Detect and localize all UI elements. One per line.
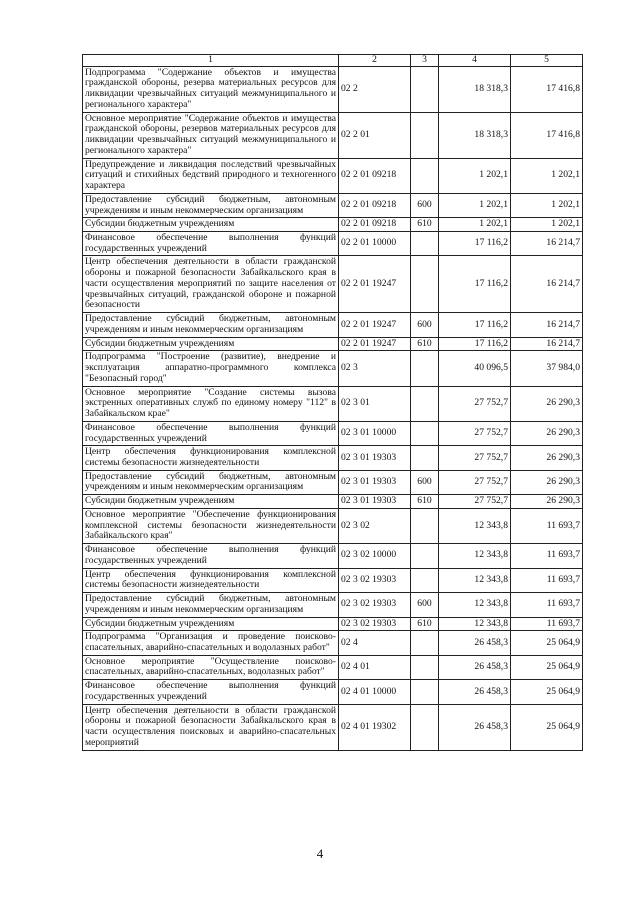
expense-type-cell xyxy=(411,446,439,470)
table-row xyxy=(83,232,583,256)
amount-cell: 27 752,7 xyxy=(439,470,511,494)
table-row xyxy=(83,256,583,313)
expense-type-cell: 610 xyxy=(411,617,439,631)
amount-cell: 26 458,3 xyxy=(439,655,511,679)
table-row xyxy=(83,158,583,193)
target-code-cell: 02 3 xyxy=(339,351,411,386)
row-name-cell: Предоставление субсидий бюджетным, автономным учреждениям и иным некоммерческим организациям xyxy=(83,313,339,337)
row-name-cell: Основное мероприятие "Создание системы вызова экстренных оперативных служб по единому номеру "112" в Забайкальском крае" xyxy=(83,386,339,421)
amount-cell: 26 458,3 xyxy=(439,631,511,655)
amount-cell: 1 202,1 xyxy=(511,193,583,217)
amount-cell: 12 343,8 xyxy=(439,617,511,631)
expense-type-cell xyxy=(411,421,439,445)
row-name-cell: Подпрограмма "Содержание объектов и имущества гражданской обороны, резерва материальных ресурсов для ликвидации чрезвычайных ситуаций межмуниципального и регионального характера" xyxy=(83,66,339,112)
amount-cell: 26 458,3 xyxy=(439,704,511,750)
table-row xyxy=(83,351,583,386)
row-name-cell: Предоставление субсидий бюджетным, автономным учреждениям и иным некоммерческим организациям xyxy=(83,470,339,494)
amount-cell: 27 752,7 xyxy=(439,421,511,445)
expense-type-cell: 600 xyxy=(411,313,439,337)
row-name-cell: Центр обеспечения функционирования комплексной системы безопасности жизнедеятельности xyxy=(83,446,339,470)
amount-cell: 40 096,5 xyxy=(439,351,511,386)
header-row xyxy=(83,55,583,67)
target-code-cell: 02 2 01 19247 xyxy=(339,256,411,313)
amount-cell: 25 064,9 xyxy=(511,655,583,679)
table-row xyxy=(83,508,583,543)
row-name-cell: Финансовое обеспечение выполнения функций государственных учреждений xyxy=(83,544,339,568)
table-row xyxy=(83,193,583,217)
target-code-cell: 02 2 01 09218 xyxy=(339,218,411,232)
amount-cell: 26 290,3 xyxy=(511,495,583,509)
expense-type-cell xyxy=(411,655,439,679)
table-row xyxy=(83,544,583,568)
column-header: 4 xyxy=(439,55,511,67)
expense-type-cell xyxy=(411,256,439,313)
table-row xyxy=(83,655,583,679)
table-row xyxy=(83,421,583,445)
amount-cell: 12 343,8 xyxy=(439,544,511,568)
amount-cell: 11 693,7 xyxy=(511,544,583,568)
table-row xyxy=(83,631,583,655)
target-code-cell: 02 3 02 xyxy=(339,508,411,543)
amount-cell: 26 458,3 xyxy=(439,680,511,704)
expense-type-cell xyxy=(411,704,439,750)
amount-cell: 16 214,7 xyxy=(511,337,583,351)
amount-cell: 26 290,3 xyxy=(511,470,583,494)
amount-cell: 16 214,7 xyxy=(511,256,583,313)
row-name-cell: Субсидии бюджетным учреждениям xyxy=(83,495,339,509)
amount-cell: 18 318,3 xyxy=(439,112,511,158)
amount-cell: 17 116,2 xyxy=(439,337,511,351)
amount-cell: 11 693,7 xyxy=(511,617,583,631)
target-code-cell: 02 2 01 19247 xyxy=(339,313,411,337)
row-name-cell: Основное мероприятие "Обеспечение функционирования комплексной системы безопасности жизнедеятельности Забайкальского края" xyxy=(83,508,339,543)
expense-type-cell: 610 xyxy=(411,218,439,232)
amount-cell: 17 416,8 xyxy=(511,66,583,112)
table-row xyxy=(83,495,583,509)
amount-cell: 16 214,7 xyxy=(511,232,583,256)
row-name-cell: Финансовое обеспечение выполнения функций государственных учреждений xyxy=(83,680,339,704)
target-code-cell: 02 3 01 19303 xyxy=(339,495,411,509)
row-name-cell: Предупреждение и ликвидация последствий чрезвычайных ситуаций и стихийных бедствий природного и техногенного характера xyxy=(83,158,339,193)
row-name-cell: Основное мероприятие "Осуществление поисково-спасательных, аварийно-спасательных, водолазных работ" xyxy=(83,655,339,679)
row-name-cell: Субсидии бюджетным учреждениям xyxy=(83,218,339,232)
row-name-cell: Основное мероприятие "Содержание объектов и имущества гражданской обороны, резервов материальных ресурсов для ликвидации чрезвычайных ситуаций межмуниципального и регионального характера" xyxy=(83,112,339,158)
amount-cell: 1 202,1 xyxy=(511,218,583,232)
amount-cell: 17 416,8 xyxy=(511,112,583,158)
table-row xyxy=(83,470,583,494)
expense-type-cell xyxy=(411,631,439,655)
expense-type-cell xyxy=(411,66,439,112)
expense-type-cell xyxy=(411,544,439,568)
table-row xyxy=(83,680,583,704)
target-code-cell: 02 3 01 19303 xyxy=(339,470,411,494)
target-code-cell: 02 3 01 xyxy=(339,386,411,421)
row-name-cell: Подпрограмма "Построение (развитие), внедрение и эксплуатация аппаратно-программного комплекса "Безопасный город" xyxy=(83,351,339,386)
target-code-cell: 02 3 02 19303 xyxy=(339,568,411,592)
expense-type-cell: 610 xyxy=(411,337,439,351)
table-row xyxy=(83,593,583,617)
row-name-cell: Субсидии бюджетным учреждениям xyxy=(83,617,339,631)
amount-cell: 12 343,8 xyxy=(439,593,511,617)
row-name-cell: Центр обеспечения функционирования комплексной системы безопасности жизнедеятельности xyxy=(83,568,339,592)
target-code-cell: 02 4 01 10000 xyxy=(339,680,411,704)
expense-type-cell: 600 xyxy=(411,193,439,217)
row-name-cell: Финансовое обеспечение выполнения функций государственных учреждений xyxy=(83,421,339,445)
target-code-cell: 02 2 xyxy=(339,66,411,112)
amount-cell: 17 116,2 xyxy=(439,256,511,313)
amount-cell: 12 343,8 xyxy=(439,568,511,592)
page-number: 4 xyxy=(316,846,324,861)
target-code-cell: 02 2 01 xyxy=(339,112,411,158)
budget-table xyxy=(82,54,583,751)
target-code-cell: 02 2 01 19247 xyxy=(339,337,411,351)
target-code-cell: 02 2 01 10000 xyxy=(339,232,411,256)
expense-type-cell xyxy=(411,386,439,421)
target-code-cell: 02 3 02 19303 xyxy=(339,593,411,617)
row-name-cell: Предоставление субсидий бюджетным, автономным учреждениям и иным некоммерческим организациям xyxy=(83,193,339,217)
row-name-cell: Финансовое обеспечение выполнения функций государственных учреждений xyxy=(83,232,339,256)
expense-type-cell: 610 xyxy=(411,495,439,509)
expense-type-cell xyxy=(411,508,439,543)
expense-type-cell xyxy=(411,158,439,193)
column-header: 3 xyxy=(411,55,439,67)
row-name-cell: Подпрограмма "Организация и проведение поисково-спасательных, аварийно-спасательных и водолазных работ" xyxy=(83,631,339,655)
target-code-cell: 02 2 01 09218 xyxy=(339,158,411,193)
amount-cell: 26 290,3 xyxy=(511,386,583,421)
expense-type-cell xyxy=(411,351,439,386)
amount-cell: 1 202,1 xyxy=(439,218,511,232)
table-row xyxy=(83,66,583,112)
amount-cell: 26 290,3 xyxy=(511,446,583,470)
amount-cell: 11 693,7 xyxy=(511,593,583,617)
target-code-cell: 02 3 02 19303 xyxy=(339,617,411,631)
target-code-cell: 02 3 02 10000 xyxy=(339,544,411,568)
expense-type-cell xyxy=(411,680,439,704)
amount-cell: 17 116,2 xyxy=(439,232,511,256)
table-row xyxy=(83,313,583,337)
amount-cell: 25 064,9 xyxy=(511,680,583,704)
amount-cell: 17 116,2 xyxy=(439,313,511,337)
expense-type-cell: 600 xyxy=(411,470,439,494)
table-row xyxy=(83,337,583,351)
table-row xyxy=(83,386,583,421)
table-row xyxy=(83,112,583,158)
amount-cell: 11 693,7 xyxy=(511,568,583,592)
table-row xyxy=(83,704,583,750)
row-name-cell: Центр обеспечения деятельности в области гражданской обороны и пожарной безопасности Забайкальского края в части осуществления поисковых и аварийно-спасательных мероприятий xyxy=(83,704,339,750)
amount-cell: 12 343,8 xyxy=(439,508,511,543)
amount-cell: 16 214,7 xyxy=(511,313,583,337)
row-name-cell: Центр обеспечения деятельности в области гражданской обороны и пожарной безопасности Забайкальского края в части осуществления мероприятий по защите населения от чрезвычайных ситуаций, гражданской обороне и пожарной безопасности xyxy=(83,256,339,313)
amount-cell: 25 064,9 xyxy=(511,704,583,750)
expense-type-cell xyxy=(411,112,439,158)
target-code-cell: 02 3 01 19303 xyxy=(339,446,411,470)
amount-cell: 18 318,3 xyxy=(439,66,511,112)
amount-cell: 27 752,7 xyxy=(439,446,511,470)
table-row xyxy=(83,617,583,631)
amount-cell: 27 752,7 xyxy=(439,495,511,509)
amount-cell: 25 064,9 xyxy=(511,631,583,655)
amount-cell: 11 693,7 xyxy=(511,508,583,543)
table-row xyxy=(83,218,583,232)
column-header: 1 xyxy=(83,55,339,67)
amount-cell: 37 984,0 xyxy=(511,351,583,386)
target-code-cell: 02 4 xyxy=(339,631,411,655)
amount-cell: 27 752,7 xyxy=(439,386,511,421)
row-name-cell: Субсидии бюджетным учреждениям xyxy=(83,337,339,351)
table-row xyxy=(83,568,583,592)
expense-type-cell: 600 xyxy=(411,593,439,617)
target-code-cell: 02 4 01 19302 xyxy=(339,704,411,750)
amount-cell: 1 202,1 xyxy=(439,158,511,193)
amount-cell: 26 290,3 xyxy=(511,421,583,445)
target-code-cell: 02 2 01 09218 xyxy=(339,193,411,217)
expense-type-cell xyxy=(411,232,439,256)
amount-cell: 1 202,1 xyxy=(439,193,511,217)
target-code-cell: 02 4 01 xyxy=(339,655,411,679)
table-row xyxy=(83,446,583,470)
target-code-cell: 02 3 01 10000 xyxy=(339,421,411,445)
column-header: 2 xyxy=(339,55,411,67)
amount-cell: 1 202,1 xyxy=(511,158,583,193)
row-name-cell: Предоставление субсидий бюджетным, автономным учреждениям и иным некоммерческим организациям xyxy=(83,593,339,617)
column-header: 5 xyxy=(511,55,583,67)
expense-type-cell xyxy=(411,568,439,592)
